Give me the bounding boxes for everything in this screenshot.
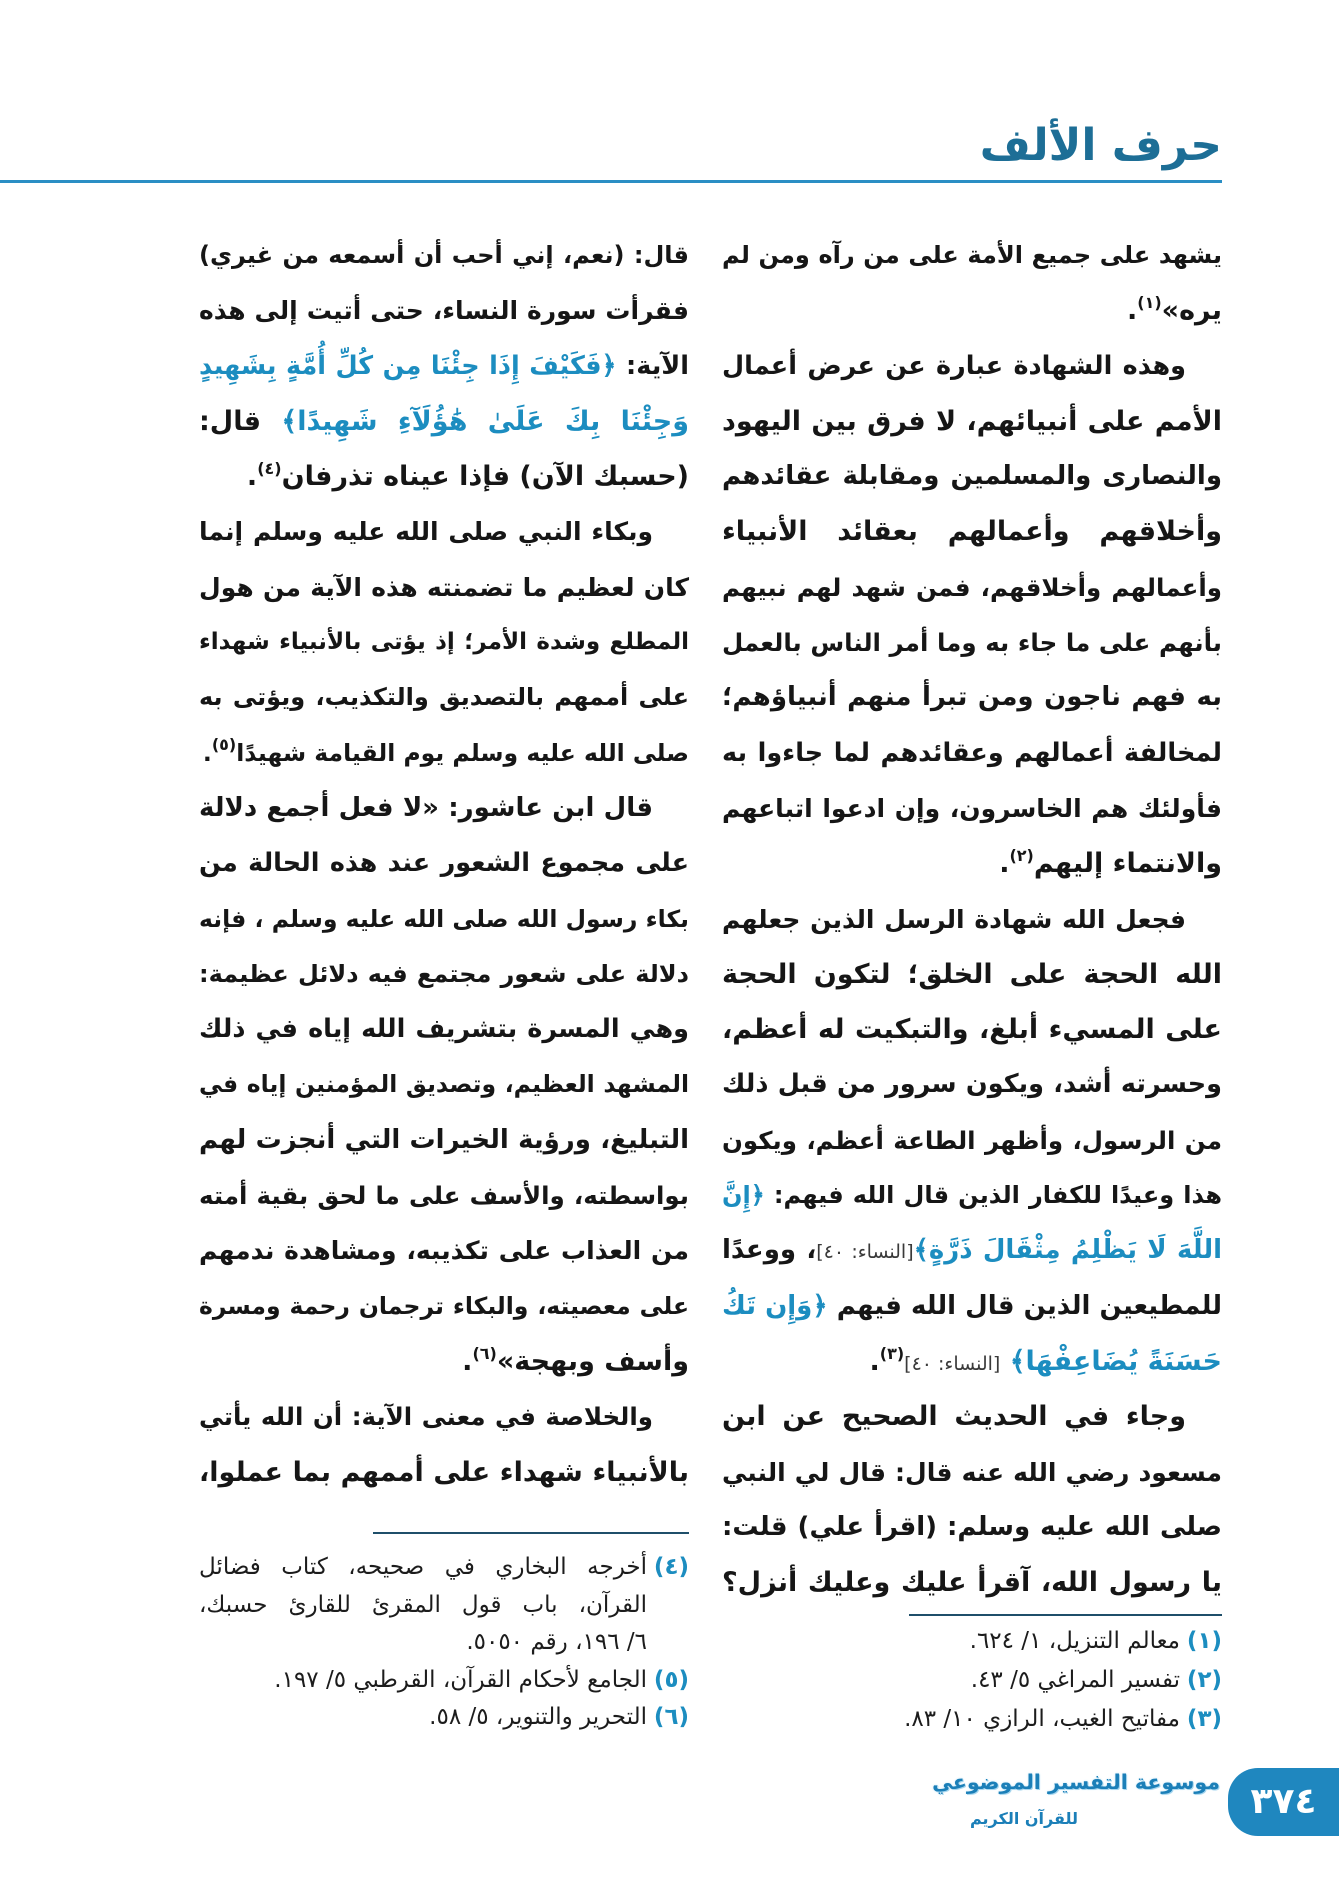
text-line: المطلع وشدة الأمر؛ إذ يؤتى بالأنبياء شهداء	[199, 629, 689, 656]
footnote-number: (٣)	[1186, 1706, 1222, 1732]
verse-reference: [النساء: ٤٠]	[816, 1241, 914, 1264]
text-line	[722, 1279, 1222, 1334]
text-line: التبليغ، ورؤية الخيرات التي أنجزت لهم	[199, 1124, 689, 1155]
text-segment: .	[869, 1345, 880, 1377]
logo-title: موسوعة التفسير الموضوعي	[932, 1770, 1220, 1794]
text-line: الله الحجة على الخلق؛ لتكون الحجة	[722, 958, 1222, 990]
text-segment: .	[202, 738, 212, 767]
text-segment: (حسبك الآن) فإذا عيناه تذرفان	[281, 461, 689, 493]
text-line	[722, 1168, 1222, 1223]
text-line: وأعمالهم وأخلاقهم، فمن شهد لهم نبيهم	[722, 572, 1222, 602]
text-segment: .	[462, 1345, 473, 1377]
text-line: بأنهم على ما جاء به وما أمر الناس بالعمل	[722, 628, 1222, 658]
text-line: على المسيء أبلغ، والتبكيت له أعظم،	[722, 1014, 1222, 1046]
text-line: مسعود رضي الله عنه قال: قال لي النبي	[722, 1457, 1222, 1487]
footnote-number: (١)	[1186, 1628, 1222, 1654]
footnote-text: مفاتيح الغيب، الرازي ١٠/ ٨٣.	[904, 1706, 1180, 1732]
chapter-header-title: حرف الألف	[979, 120, 1222, 171]
footnote-marker: (٢)	[1009, 846, 1034, 866]
text-line: لمخالفة أعمالهم وعقائدهم لما جاءوا به	[722, 737, 1222, 768]
left-text-column	[199, 228, 689, 1500]
quran-verse: ﴿فَكَيْفَ إِذَا جِئْنَا مِن كُلِّ أُمَّةٍ بِشَهِيدٍ	[199, 350, 617, 381]
text-line: وأخلاقهم وأعمالهم بعقائد الأنبياء	[722, 516, 1222, 548]
footnote-number: (٥)	[653, 1666, 689, 1693]
text-line: الأمم على أنبيائهم، لا فرق بين اليهود	[722, 405, 1222, 437]
text-line: وجاء في الحديث الصحيح عن ابن	[722, 1401, 1186, 1433]
text-line: من العذاب على تكذيبه، ومشاهدة ندمهم	[199, 1236, 689, 1266]
footnote	[199, 1549, 689, 1587]
text-line: وهي المسرة بتشريف الله إياه في ذلك	[199, 1014, 689, 1045]
text-line	[722, 283, 1222, 338]
footnote	[722, 1661, 1222, 1700]
text-line	[199, 449, 689, 504]
page-number-badge	[1228, 1768, 1339, 1836]
text-line: والخلاصة في معنى الآية: أن الله يأتي	[199, 1402, 653, 1432]
footnote	[722, 1622, 1222, 1661]
footnote-marker: (١)	[1137, 293, 1162, 313]
footnote-separator-right	[909, 1614, 1222, 1616]
quran-verse: ﴿وَإِن تَكُ	[722, 1290, 828, 1321]
footnote-text: التحرير والتنوير، ٥/ ٥٨.	[429, 1704, 647, 1730]
text-line: دلالة على شعور مجتمع فيه دلائل عظيمة:	[199, 959, 689, 988]
right-text-column	[722, 228, 1222, 1610]
footnote-text: الجامع لأحكام القرآن، القرطبي ٥/ ١٩٧.	[274, 1666, 647, 1693]
header-rule	[0, 180, 1222, 183]
text-line	[199, 726, 689, 781]
text-line: يشهد على جميع الأمة على من رآه ومن لم	[722, 241, 1222, 269]
text-segment: .	[999, 848, 1010, 880]
text-segment: والانتماء إليهم	[1033, 848, 1222, 880]
quran-verse: ﴿إِنَّ	[722, 1181, 765, 1210]
text-segment: يره»	[1161, 295, 1222, 327]
text-line: وهذه الشهادة عبارة عن عرض أعمال	[722, 350, 1186, 381]
text-line: كان لعظيم ما تضمنته هذه الآية من هول	[199, 572, 689, 602]
footnote-continuation: القرآن، باب قول المقرئ للقارئ حسبك،	[199, 1591, 647, 1618]
text-segment: .	[1127, 295, 1138, 327]
text-line: المشهد العظيم، وتصديق المؤمنين إياه في	[199, 1070, 689, 1099]
text-line: فجعل الله شهادة الرسل الذين جعلهم	[722, 904, 1186, 934]
logo-subtitle: للقرآن الكريم	[970, 1809, 1079, 1828]
text-segment: صلى الله عليه وسلم يوم القيامة شهيدًا	[236, 738, 689, 767]
footnotes-right	[722, 1622, 1222, 1739]
footnotes-left	[199, 1549, 689, 1737]
text-line: قال: (نعم، إني أحب أن أسمعه من غيري)	[199, 241, 689, 269]
footnote	[722, 1700, 1222, 1739]
quran-verse: وَجِئْنَا بِكَ عَلَىٰ هَٰؤُلَآءِ شَهِيدًا﴾	[281, 405, 689, 437]
text-segment: هذا وعيدًا للكفار الذين قال الله فيهم:	[773, 1181, 1223, 1210]
text-line	[722, 1334, 1222, 1389]
text-line: بالأنبياء شهداء على أممهم بما عملوا،	[199, 1456, 689, 1488]
footnote-marker: (٤)	[257, 459, 282, 479]
footnote-text: تفسير المراغي ٥/ ٤٣.	[970, 1667, 1180, 1693]
text-line: به فهم ناجون ومن تبرأ منهم أنبياؤهم؛	[722, 682, 1222, 713]
text-line: بواسطته، والأسف على ما لحق بقية أمته	[199, 1181, 689, 1211]
text-line: على مجموع الشعور عند هذه الحالة من	[199, 848, 689, 879]
text-segment: ، ووعدًا	[722, 1235, 817, 1266]
quran-verse: اللَّهَ لَا يَظْلِمُ مِثْقَالَ ذَرَّةٍ﴾	[913, 1235, 1223, 1266]
text-line: فأولئك هم الخاسرون، وإن ادعوا اتباعهم	[722, 793, 1222, 823]
text-line	[199, 339, 689, 394]
encyclopedia-logo	[930, 1758, 1222, 1854]
text-line: يا رسول الله، آقرأ عليك وعليك أنزل؟	[722, 1567, 1222, 1599]
footnote	[199, 1699, 689, 1737]
footnote-marker: (٦)	[472, 1343, 497, 1363]
footnote-text: أخرجه البخاري في صحيحه، كتاب فضائل	[199, 1554, 647, 1580]
text-line: قال ابن عاشور: «لا فعل أجمع دلالة	[199, 792, 653, 823]
text-line: فقرأت سورة النساء، حتى أتيت إلى هذه	[199, 296, 689, 326]
verse-reference: [النساء: ٤٠]	[904, 1352, 1001, 1375]
text-line: وحسرته أشد، ويكون سرور من قبل ذلك	[722, 1069, 1222, 1100]
text-segment: للمطيعين الذين قال الله فيهم	[836, 1290, 1222, 1321]
text-line: والنصارى والمسلمين ومقابلة عقائدهم	[722, 461, 1222, 492]
page-number: ٣٧٤	[1250, 1781, 1317, 1822]
text-segment: .	[246, 461, 258, 493]
text-line: صلى الله عليه وسلم: (اقرأ علي) قلت:	[722, 1511, 1222, 1542]
footnote-number: (٦)	[653, 1704, 689, 1730]
text-line: من الرسول، وأظهر الطاعة أعظم، ويكون	[722, 1125, 1222, 1155]
text-line: بكاء رسول الله صلى الله عليه وسلم ، فإنه	[199, 904, 689, 933]
footnote-separator-left	[373, 1532, 689, 1534]
footnote-text: معالم التنزيل، ١/ ٦٢٤.	[969, 1628, 1180, 1654]
text-line: على أممهم بالتصديق والتكذيب، ويؤتى به	[199, 683, 689, 712]
footnote-continuation: ٦/ ١٩٦، رقم ٥٠٥٠.	[466, 1629, 647, 1655]
text-line: على معصيته، والبكاء ترجمان رحمة ومسرة	[199, 1291, 689, 1320]
footnote-number: (٤)	[653, 1554, 689, 1580]
text-segment: وأسف وبهجة»	[496, 1345, 689, 1377]
text-line: وبكاء النبي صلى الله عليه وسلم إنما	[199, 517, 653, 547]
footnote	[199, 1662, 689, 1700]
text-segment: الآية:	[626, 350, 689, 381]
text-line	[722, 836, 1222, 891]
text-segment: قال:	[199, 405, 262, 437]
footnote-number: (٢)	[1186, 1667, 1222, 1693]
footnote-marker: (٣)	[879, 1343, 905, 1363]
quran-verse: حَسَنَةً يُضَاعِفْهَا﴾	[1009, 1345, 1222, 1377]
text-line	[199, 1334, 689, 1389]
text-line	[199, 394, 689, 449]
text-line	[722, 1223, 1222, 1278]
footnote-marker: (٥)	[211, 734, 237, 754]
